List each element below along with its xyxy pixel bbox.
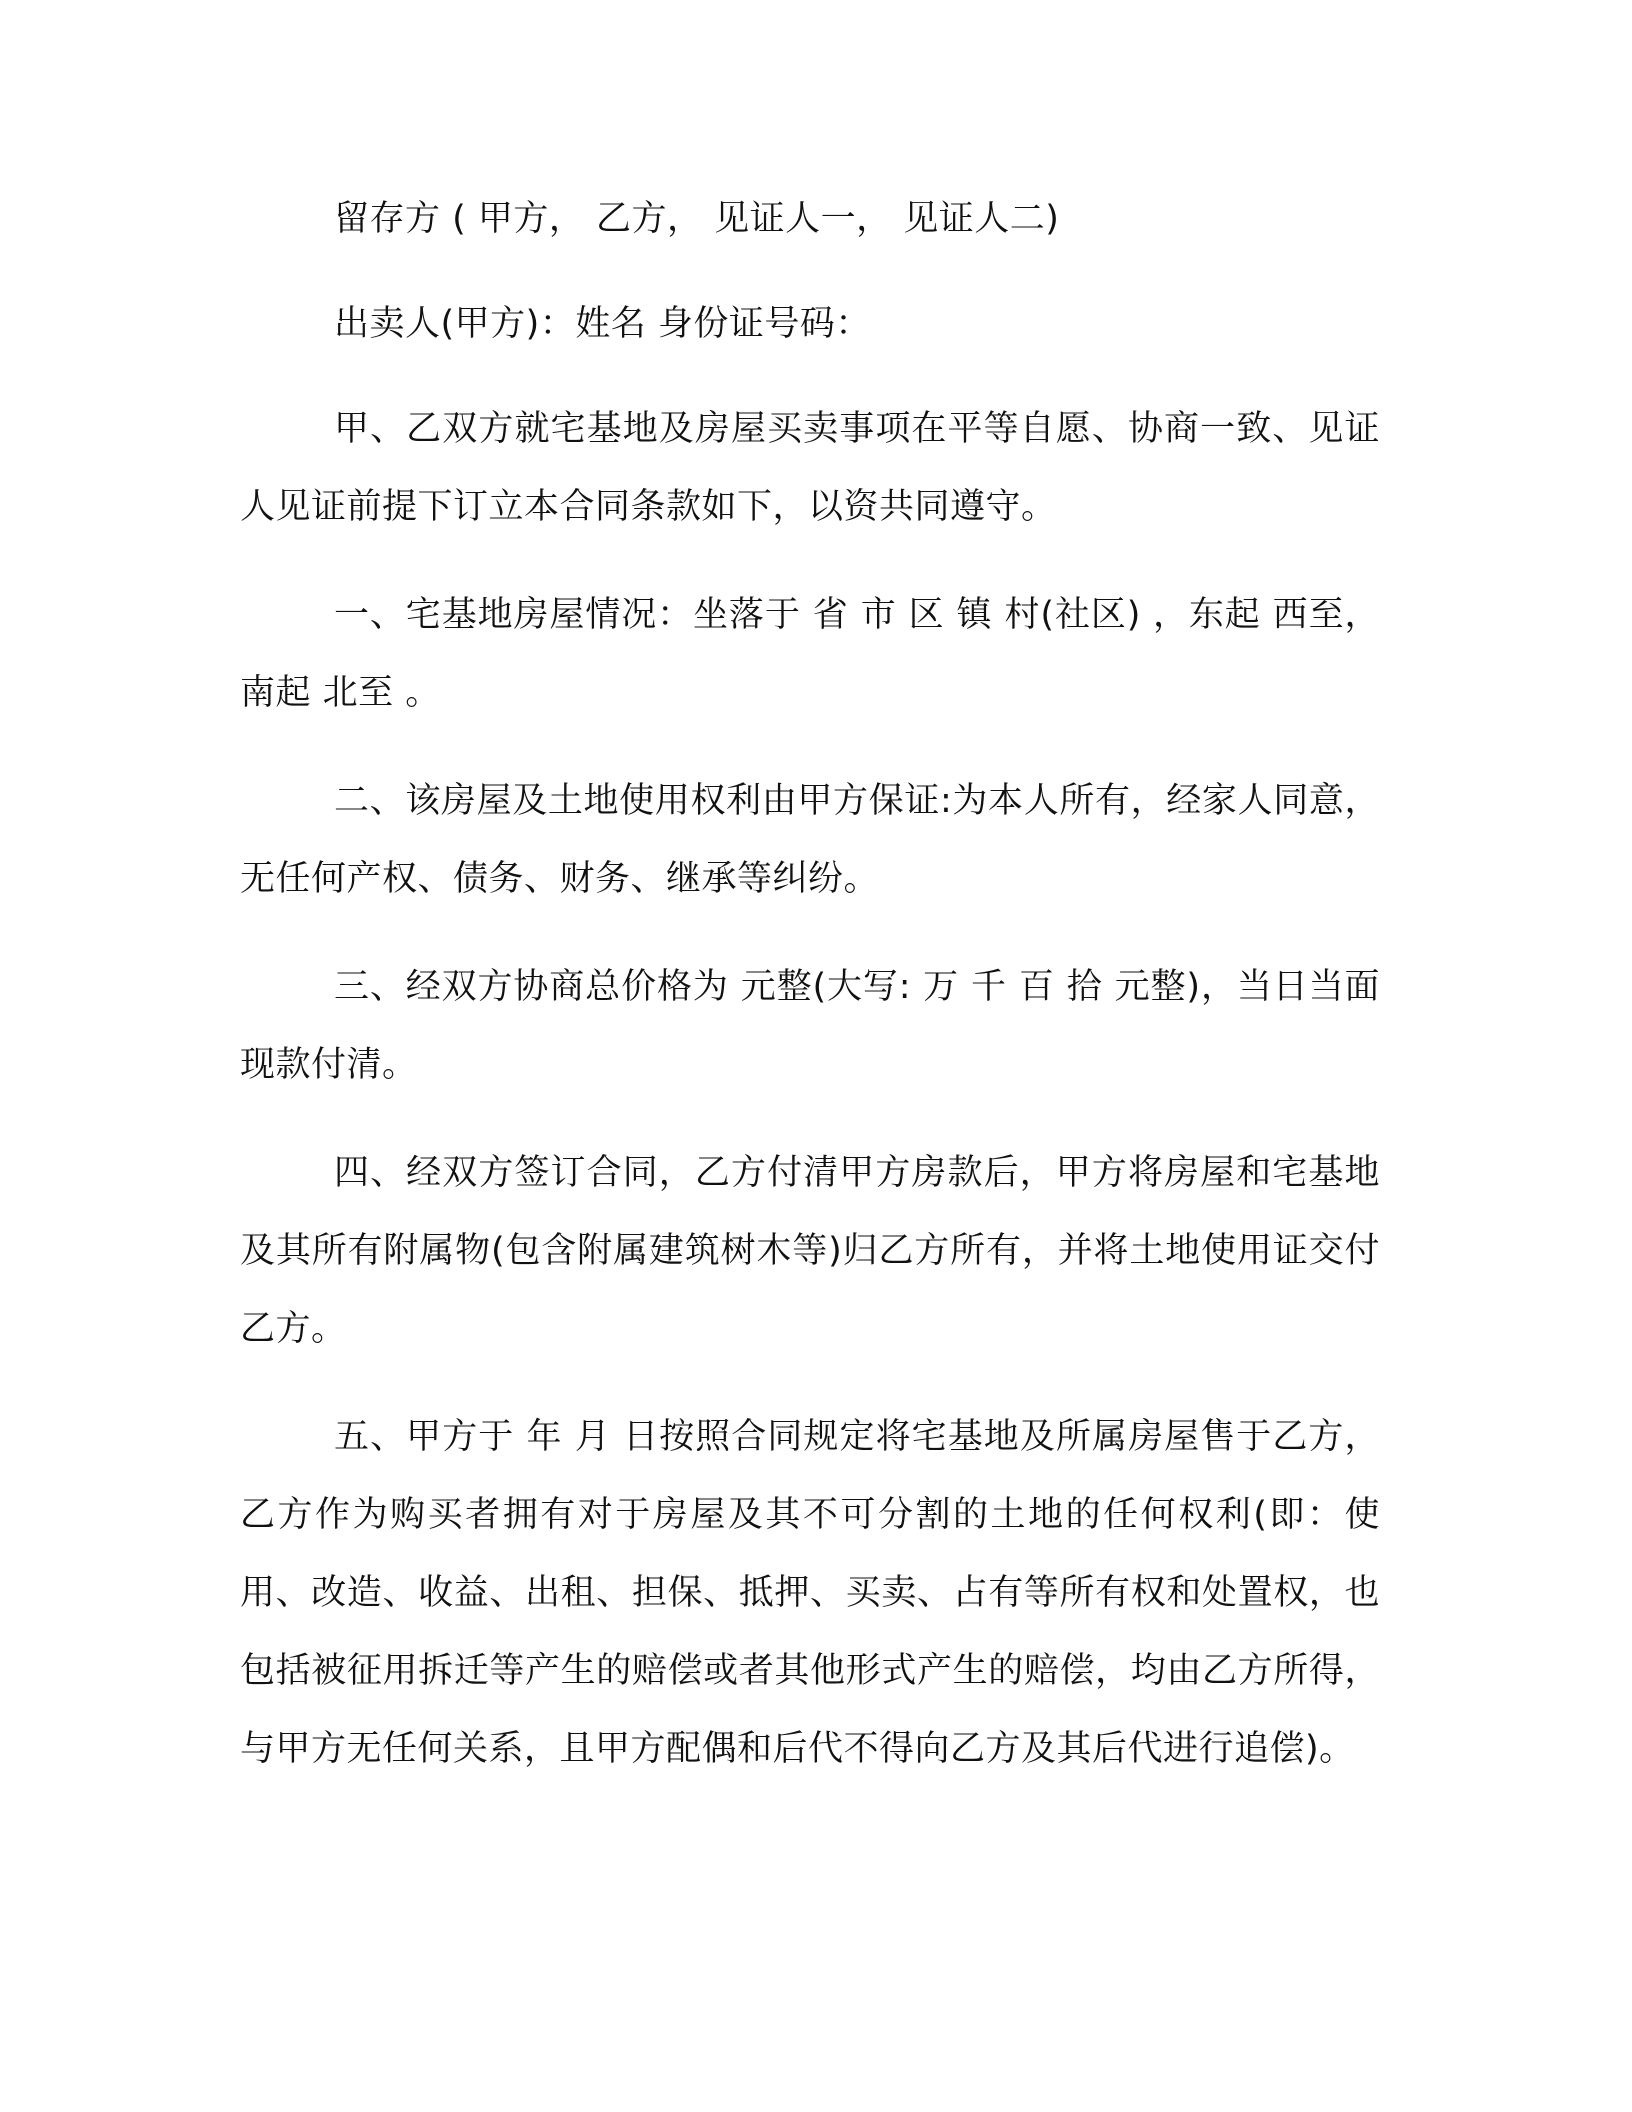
preamble-paragraph: 甲、乙双方就宅基地及房屋买卖事项在平等自愿、协商一致、见证人见证前提下订立本合同条款如下，以资共同遵守。 [240,409,1380,527]
clause-5-rights: 五、甲方于 年 月 日按照合同规定将宅基地及所属房屋售于乙方，乙方作为购买者拥有对于房屋及其不可分割的土地的任何权利(即：使用、改造、收益、出租、担保、抵押、买卖、占有等所有权和处置权，也包括被征用拆迁等产生的赔偿或者其他形式产生的赔偿，均由乙方所得，与甲方无任何关系，且甲方配偶和后代不得向乙方及其后代进行追偿)。 [240,1417,1380,1769]
clause-1-property-location: 一、宅基地房屋情况：坐落于 省 市 区 镇 村(社区) ，东起 西至，南起 北至 。 [240,595,1380,713]
contract-body [240,180,1380,1818]
clause-2-ownership-guarantee: 二、该房屋及土地使用权利由甲方保证:为本人所有，经家人同意，无任何产权、债务、财务、继承等纠纷。 [240,781,1380,899]
seller-info-paragraph: 出卖人(甲方)：姓名 身份证号码： [334,304,871,344]
clause-3-total-price: 三、经双方协商总价格为 元整(大写: 万 千 百 拾 元整)，当日当面现款付清。 [240,967,1380,1085]
retention-parties-paragraph: 留存方 ( 甲方， 乙方， 见证人一， 见证人二) [334,199,1060,239]
clause-4-transfer: 四、经双方签订合同，乙方付清甲方房款后，甲方将房屋和宅基地及其所有附属物(包含附属建筑树木等)归乙方所有，并将土地使用证交付乙方。 [240,1153,1380,1349]
